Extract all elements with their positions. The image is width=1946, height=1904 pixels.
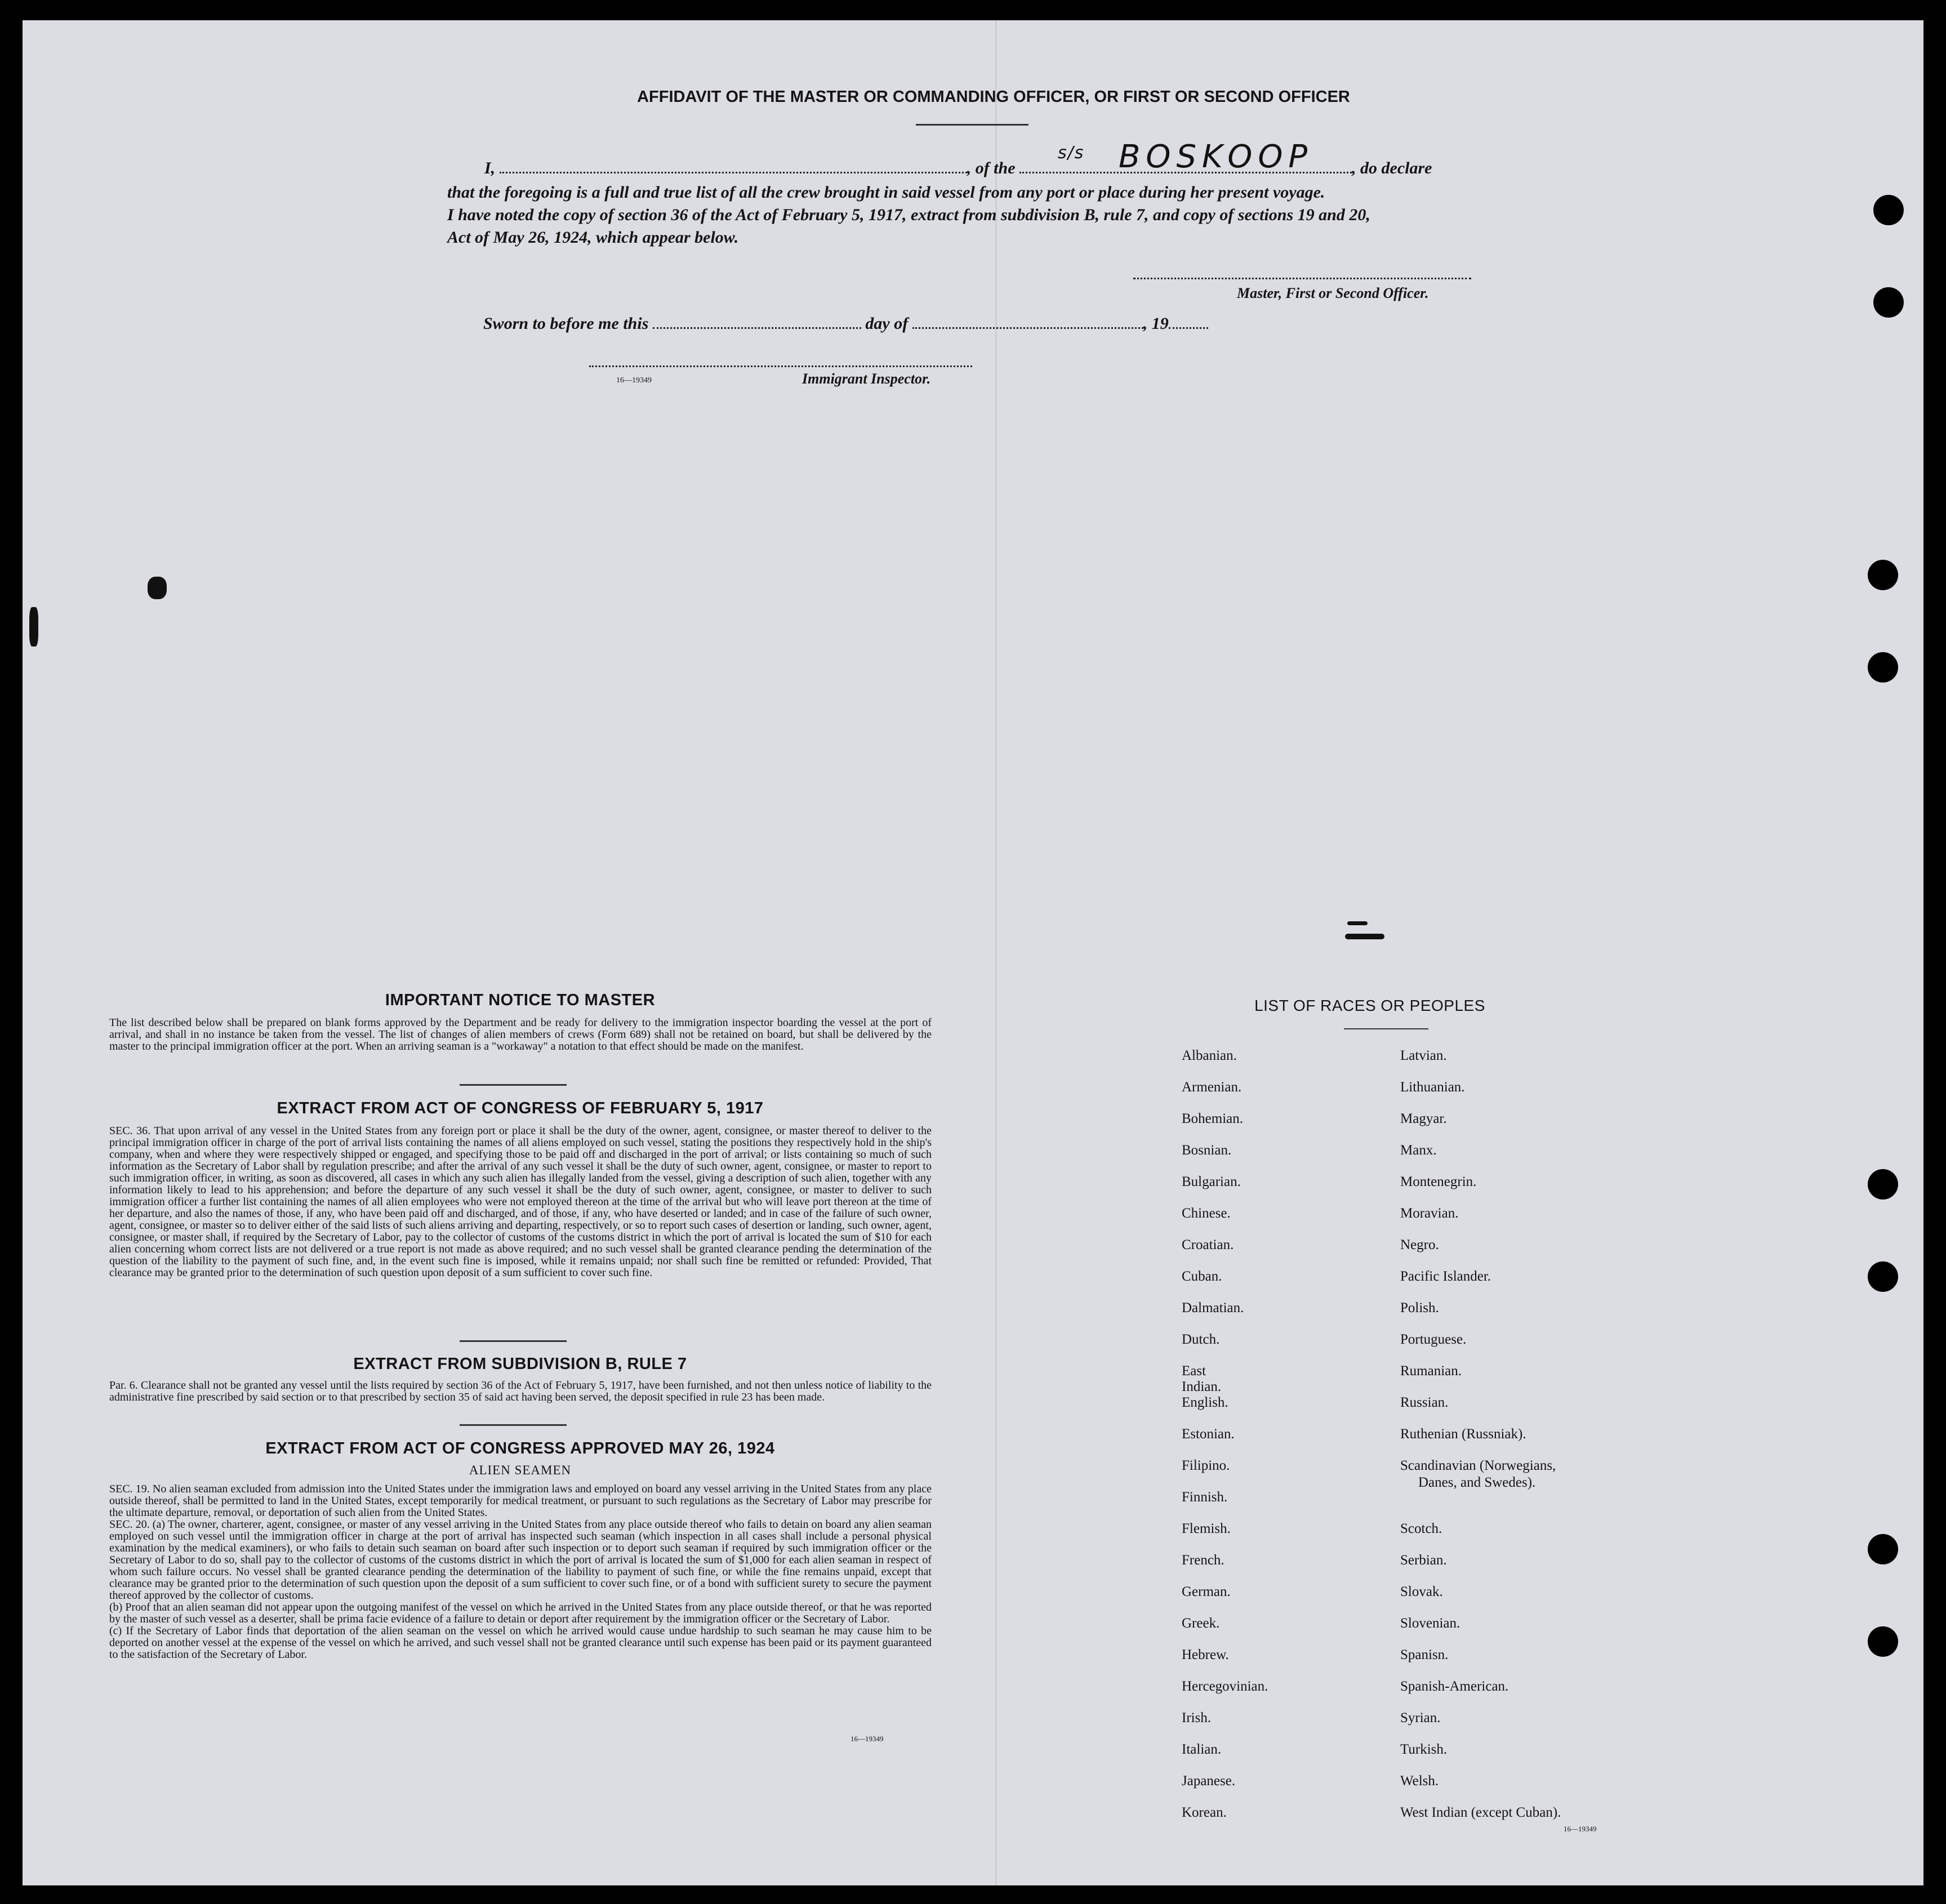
race-item: Filipino. [1182, 1458, 1230, 1473]
race-item: Rumanian. [1400, 1363, 1462, 1379]
race-item: Danes, and Swedes). [1418, 1475, 1536, 1490]
affidavit-title: AFFIDAVIT OF THE MASTER OR COMMANDING OFFICER, OR FIRST OR SECOND OFFICER [637, 88, 1350, 106]
pencil-mark [1345, 934, 1384, 939]
notice-title: IMPORTANT NOTICE TO MASTER [385, 991, 656, 1009]
declarant-name-field [500, 171, 967, 173]
of-the-label: , of the [967, 159, 1016, 177]
pencil-mark [1347, 921, 1368, 925]
punch-hole [1873, 287, 1904, 318]
title-divider [916, 124, 1028, 126]
inspector-signature-line [589, 365, 972, 367]
sec-20a-text: SEC. 20. (a) The owner, charterer, agent, consignee, or master of any vessel arriving in the United States from any place outside thereof who fails to detain on board any alien seaman employed on such vessel until the immigration officer in charge at the port of arrival has inspected such seaman (which inspection in all cases shall include a personal physical examination by the medical examiners), or who fails to detain such seaman on board after such inspection or to deport such seaman if required by such immigration officer or the Secretary of Labor to do so, shall pay to the collector of customs of the customs district in which the port of arrival is located the sum of $1,000 for each alien seaman in respect of whom such failure occurs. No vessel shall be granted clearance pending the determination of the liability to payment of such fine, or while the fine remains unpaid, except that clearance may be granted prior to the determination of such question upon the deposit of a sum sufficient to cover such fine, or of a bond with sufficient surety to secure the payment thereof approved by the collector of customs. [109, 1518, 932, 1602]
declaration-line-1: that the foregoing is a full and true list of all the crew brought in said vessel from any port or place during her present voyage. [447, 183, 1325, 202]
race-item: Portuguese. [1400, 1332, 1467, 1347]
race-item: Spanisn. [1400, 1647, 1449, 1662]
extract-rule7-text: Par. 6. Clearance shall not be granted any vessel until the lists required by section 36 of the Act of February 5, 1917, have been furnished, and not then unless notice of liability to the administrative fine prescribed by said section or to that prescribed by section 35 of said act having been served, the deposit specified in rule 23 has been made. [109, 1379, 932, 1403]
extract-1917-text: SEC. 36. That upon arrival of any vessel in the United States from any foreign port or place it shall be the duty of the owner, agent, consignee, or master thereof to deliver to the principal immigration officer in charge of the port of arrival lists containing the names of all aliens employed on such vessel, stating the positions they respectively hold in the ship's company, when and where they were respectively shipped or engaged, and specifying those to be paid off and discharged in the port of arrival; or lists containing so much of such information as the Secretary of Labor shall by regulation prescribe; and after the arrival of any such vessel it shall be the duty of such owner, agent, consignee, or master to report to such immigration officer, in writing, as soon as discovered, all cases in which any such alien has illegally landed from the vessel, giving a description of such alien, together with any information likely to lead to his apprehension; and before the departure of any such vessel it shall be the duty of such owner, agent, consignee, or master to deliver to such immigration officer a further list containing the names of all alien employees who were not employed thereon at the time of the arrival but who will leave port thereon at the time of her departure, and also the names of those, if any, who have been paid off and discharged, and of those, if any, who have deserted or landed; and in case of the failure of such owner, agent, consignee, or master so to deliver either of the said lists of such aliens arriving and departing, respectively, or so to report such cases of desertion or landing, such owner, agent, consignee, or master shall, if required by the Secretary of Labor, pay to the collector of customs of the customs district in which the port of arrival is located the sum of $10 for each alien concerning whom correct lists are not delivered or a true report is not made as above required; and no such vessel shall be granted clearance pending the determination of the question of the liability to the payment of such fine, and, in the event such fine is imposed, while it remains unpaid; nor shall such fine be remitted or refunded: Provided, That clearance may be granted prior to the determination of such question upon deposit of a sum sufficient to cover such fine. [109, 1125, 932, 1279]
race-item: West Indian (except Cuban). [1400, 1805, 1561, 1820]
race-item: Italian. [1182, 1742, 1222, 1757]
form-number-right: 16—19349 [1564, 1825, 1597, 1833]
race-item: Moravian. [1400, 1206, 1459, 1221]
extract-1917-title: EXTRACT FROM ACT OF CONGRESS OF FEBRUARY 5, 1917 [277, 1099, 764, 1117]
race-item: East Indian. [1182, 1363, 1222, 1394]
sworn-month-field [912, 327, 1143, 329]
race-item: Dalmatian. [1182, 1300, 1244, 1316]
race-item: Russian. [1400, 1395, 1449, 1410]
vessel-name-handwritten: BOSKOOP [1119, 139, 1313, 175]
sworn-day-field [653, 327, 861, 329]
extract-1924-title: EXTRACT FROM ACT OF CONGRESS APPROVED MAY 26, 1924 [265, 1439, 775, 1457]
race-item: Polish. [1400, 1300, 1439, 1316]
section-divider [460, 1340, 567, 1342]
alien-seamen-subtitle: ALIEN SEAMEN [469, 1463, 572, 1477]
sec-19-text: SEC. 19. No alien seaman excluded from admission into the United States under the immigration laws and employed on board any vessel arriving in the United States from any place outside thereof, shall be permitted to land in the United States, except temporarily for medical treatment, or pursuant to such regulations as the Secretary of Labor may prescribe for the ultimate departure, removal, or deportation of such alien from the United States. [109, 1483, 932, 1519]
race-item: Scandinavian (Norwegians, [1400, 1458, 1556, 1473]
race-item: Syrian. [1400, 1710, 1441, 1725]
race-item: Flemish. [1182, 1521, 1231, 1536]
notice-text: The list described below shall be prepared on blank forms approved by the Department and be ready for delivery to the immigration inspector boarding the vessel at the port of arrival, and shall in no instance be taken from the vessel. The list of changes of alien members of crews (Form 689) shall not be retained on board, but shall be delivered by the master to the principal immigration officer at the port. When an arriving seaman is a "workaway" a notation to that effect should be made on the manifest. [109, 1016, 932, 1053]
day-of-label: day of [865, 314, 909, 333]
race-item: Slovak. [1400, 1584, 1443, 1599]
center-fold [995, 20, 997, 1885]
ink-blot [29, 607, 38, 646]
race-item: Manx. [1400, 1143, 1437, 1158]
declaration-line-3: Act of May 26, 1924, which appear below. [447, 228, 739, 247]
race-item: German. [1182, 1584, 1231, 1599]
section-divider [460, 1424, 567, 1426]
form-number-top: 16—19349 [616, 376, 652, 385]
race-item: Spanish-American. [1400, 1679, 1509, 1694]
race-item: Bohemian. [1182, 1111, 1244, 1126]
sec-20b-text: (b) Proof that an alien seaman did not appear upon the outgoing manifest of the vessel on which he arrived in the United States from any place outside thereof, or that he was reported by the master of such vessel as a deserter, shall be prima facie evidence of a failure to detain or deport after requirement by the immigration officer or the Secretary of Labor. [109, 1601, 932, 1625]
race-item: Bosnian. [1182, 1143, 1232, 1158]
race-item: English. [1182, 1395, 1228, 1410]
race-item: Montenegrin. [1400, 1174, 1477, 1189]
document-sheet [23, 20, 1923, 1885]
races-title: LIST OF RACES OR PEOPLES [1254, 997, 1485, 1014]
race-item: Chinese. [1182, 1206, 1231, 1221]
extract-1924-body [109, 1483, 932, 1661]
race-item: Korean. [1182, 1805, 1227, 1820]
extract-rule7-title: EXTRACT FROM SUBDIVISION B, RULE 7 [353, 1355, 687, 1373]
ink-blot [148, 577, 167, 599]
declaration-line-2: I have noted the copy of section 36 of the Act of February 5, 1917, extract from subdivision B, rule 7, and copy of sections 19 and 20, [447, 206, 1370, 224]
race-item: Turkish. [1400, 1742, 1448, 1757]
races-divider [1344, 1028, 1428, 1029]
punch-hole [1868, 1534, 1898, 1564]
race-item: Estonian. [1182, 1426, 1235, 1442]
master-signature-line [1133, 277, 1471, 279]
race-item: French. [1182, 1553, 1224, 1568]
race-item: Albanian. [1182, 1048, 1237, 1063]
race-item: Dutch. [1182, 1332, 1220, 1347]
sworn-label: Sworn to before me this [483, 314, 649, 333]
signature-caption: Master, First or Second Officer. [1237, 285, 1429, 301]
race-item: Negro. [1400, 1237, 1439, 1252]
punch-hole [1868, 1626, 1898, 1657]
form-number-left: 16—19349 [850, 1734, 884, 1743]
race-item: Magyar. [1400, 1111, 1447, 1126]
declaration-text [447, 181, 1534, 249]
vessel-prefix-handwritten: s/s [1058, 143, 1085, 163]
race-item: Japanese. [1182, 1773, 1236, 1789]
punch-hole [1873, 195, 1904, 225]
punch-hole [1868, 560, 1898, 590]
race-item: Ruthenian (Russniak). [1400, 1426, 1526, 1442]
race-item: Hercegovinian. [1182, 1679, 1268, 1694]
punch-hole [1868, 1169, 1898, 1200]
race-item: Finnish. [1182, 1490, 1228, 1505]
punch-hole [1868, 1261, 1898, 1292]
race-item: Armenian. [1182, 1080, 1242, 1095]
race-item: Croatian. [1182, 1237, 1234, 1252]
race-item: Greek. [1182, 1616, 1220, 1631]
year-label: , 19 [1143, 314, 1169, 333]
race-item: Pacific Islander. [1400, 1269, 1491, 1284]
race-item: Serbian. [1400, 1553, 1447, 1568]
race-item: Hebrew. [1182, 1647, 1229, 1662]
race-item: Latvian. [1400, 1048, 1447, 1063]
i-label: I, [484, 159, 496, 177]
race-item: Bulgarian. [1182, 1174, 1241, 1189]
race-item: Cuban. [1182, 1269, 1222, 1284]
race-item: Welsh. [1400, 1773, 1439, 1789]
sworn-year-field [1169, 327, 1208, 329]
section-divider [460, 1084, 567, 1086]
race-item: Lithuanian. [1400, 1080, 1465, 1095]
punch-hole [1868, 652, 1898, 683]
race-item: Slovenian. [1400, 1616, 1460, 1631]
inspector-caption: Immigrant Inspector. [802, 371, 931, 387]
race-item: Scotch. [1400, 1521, 1442, 1536]
sworn-line [483, 314, 1208, 333]
sec-20c-text: (c) If the Secretary of Labor finds that deportation of the alien seaman on the vessel on which he arrived would cause undue hardship to such seaman he may cause him to be deported on another vessel at the expense of the vessel on which he arrived, and such vessel shall not be granted clearance until such expense has been paid or its payment guaranteed to the satisfaction of the Secretary of Labor. [109, 1625, 932, 1661]
do-declare-label: , do declare [1352, 159, 1432, 177]
race-item: Irish. [1182, 1710, 1212, 1725]
